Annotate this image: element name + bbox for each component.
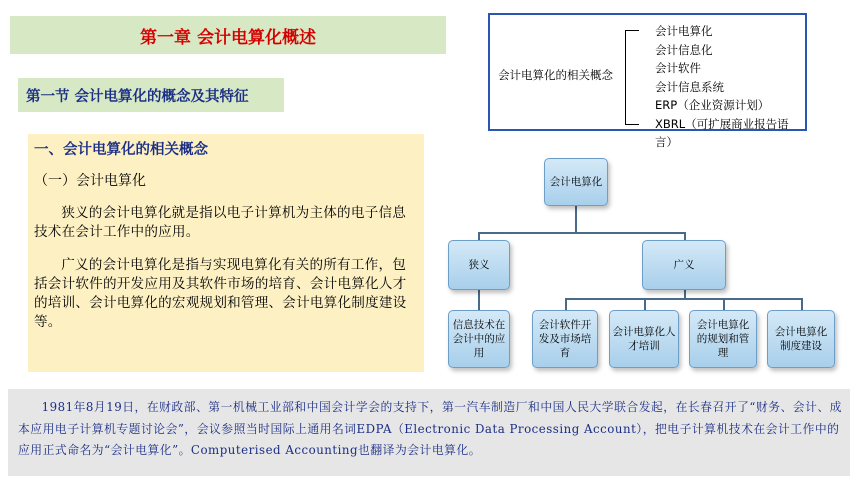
connector-line bbox=[478, 290, 480, 310]
connector-line bbox=[565, 298, 567, 310]
connector-line bbox=[644, 298, 646, 310]
concept-subheading: （一）会计电算化 bbox=[34, 173, 146, 189]
tree-broad-child-node: 会计软件开发及市场培育 bbox=[532, 310, 598, 368]
list-item: 会计电算化 bbox=[655, 24, 713, 38]
narrow-definition: 狭义的会计电算化就是指以电子计算机为主体的电子信息技术在会计工作中的应用。 bbox=[34, 205, 407, 240]
related-concepts-list bbox=[655, 22, 805, 152]
concept-tree-diagram bbox=[440, 150, 860, 380]
tree-narrow-node: 狭义 bbox=[448, 240, 510, 290]
connector-line bbox=[801, 298, 803, 310]
concept-heading: 一、会计电算化的相关概念 bbox=[34, 142, 208, 158]
connector-line bbox=[723, 298, 725, 310]
list-item: 会计信息化 bbox=[655, 42, 713, 57]
tree-broad-child-node: 会计电算化的规划和管理 bbox=[689, 310, 757, 368]
history-note bbox=[8, 389, 850, 476]
related-concepts-label: 会计电算化的相关概念 bbox=[498, 68, 613, 82]
tree-narrow-child-node: 信息技术在会计中的应用 bbox=[448, 310, 510, 368]
list-item: XBRL（可扩展商业报告语言） bbox=[655, 116, 789, 149]
related-concepts-box bbox=[488, 13, 807, 149]
chapter-title: 第一章 会计电算化概述 bbox=[10, 16, 446, 54]
broad-definition: 广义的会计电算化是指与实现电算化有关的所有工作，包括会计软件的开发应用及其软件市场的培育、会计电算化人才的培训、会计电算化的宏观规划和管理、会计电算化制度建设等。 bbox=[34, 257, 407, 330]
connector-line bbox=[684, 290, 686, 298]
section-title: 第一节 会计电算化的概念及其特征 bbox=[18, 78, 284, 112]
tree-broad-child-node: 会计电算化制度建设 bbox=[767, 310, 835, 368]
list-item: 会计软件 bbox=[655, 61, 701, 75]
concept-panel bbox=[28, 134, 424, 372]
connector-line bbox=[575, 206, 577, 232]
list-item: 会计信息系统 bbox=[655, 79, 724, 94]
list-item: ERP（企业资源计划） bbox=[655, 98, 770, 112]
connector-line bbox=[478, 232, 686, 234]
tree-root-node: 会计电算化 bbox=[544, 158, 608, 206]
history-note-text: 1981年8月19日，在财政部、第一机械工业部和中国会计学会的支持下，第一汽车制造厂和中国人民大学联合发起，在长春召开了“财务、会计、成本应用电子计算机专题讨论会”，会议参照当时国际上通用名词EDPA（Electronic Data Processing Account），把电子计算机技术在会计工作中的应用正式命名为“会计电算化”。Computerised Accounting也翻译为会计电算化。 bbox=[18, 400, 842, 457]
tree-broad-node: 广义 bbox=[642, 240, 726, 290]
tree-broad-child-node: 会计电算化人才培训 bbox=[609, 310, 679, 368]
connector-line bbox=[565, 298, 803, 300]
bracket-connector bbox=[625, 30, 639, 125]
